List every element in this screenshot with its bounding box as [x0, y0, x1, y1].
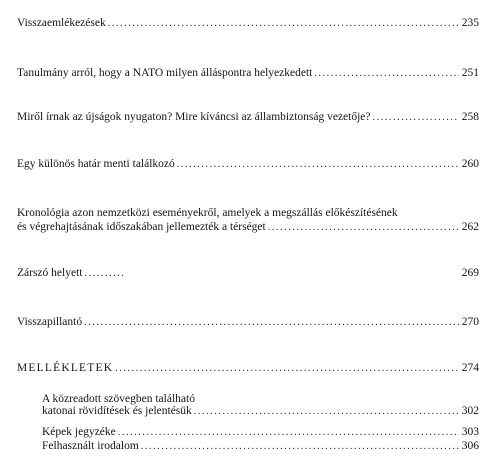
toc-subentry-title: Képek jegyzéke	[42, 426, 116, 438]
toc-page-number: 260	[461, 158, 479, 170]
toc-page-number: 262	[461, 221, 479, 233]
dot-leader	[194, 406, 459, 418]
toc-entry	[17, 16, 479, 31]
toc-entry-title: Visszapillantó	[17, 316, 83, 328]
dot-leader	[84, 316, 459, 330]
toc-page-number: 302	[461, 405, 479, 417]
dot-leader	[314, 67, 458, 81]
dot-leader	[108, 17, 459, 31]
dot-leader	[373, 111, 459, 125]
toc-page-number: 270	[461, 316, 479, 328]
toc-subentry	[42, 440, 479, 453]
toc-subentry-title: Felhasznált irodalom	[42, 440, 139, 452]
toc-entry-title: Visszaemlékezések	[17, 17, 106, 29]
toc-entry	[17, 66, 479, 81]
toc-page-number: 274	[461, 362, 479, 374]
toc-page-number: 269	[461, 267, 479, 279]
toc-entry	[17, 110, 479, 125]
toc-section-heading	[17, 361, 479, 376]
toc-page-number: 258	[461, 111, 479, 123]
toc-subentry	[42, 393, 479, 418]
toc-entry	[17, 315, 479, 330]
toc-subentry	[42, 426, 479, 439]
toc-entry-title: Miről írnak az újságok nyugaton? Mire kíváncsi az állambiztonság vezetője?	[17, 111, 371, 123]
toc-subentry-title-line1: A közreadott szövegben található	[42, 393, 195, 405]
dot-leader	[84, 267, 124, 281]
toc-entry-title: Egy különös határ menti találkozó	[17, 158, 175, 170]
toc-entry-title: MELLÉKLETEK	[17, 362, 114, 374]
dot-leader	[115, 362, 459, 376]
toc-entry	[17, 206, 479, 235]
toc-entry-title: Tanulmány arról, hogy a NATO milyen álláspontra helyezkedett	[17, 67, 313, 79]
toc-page-number: 303	[461, 426, 479, 438]
toc-entry-title-line2: és végrehajtásának időszakában jellemezték a térséget	[17, 221, 266, 233]
dot-leader	[118, 427, 459, 439]
dot-leader	[177, 158, 459, 172]
toc-entry-title: Zárszó helyett	[17, 267, 83, 279]
dot-leader	[268, 221, 459, 235]
dot-leader	[141, 441, 459, 453]
toc-page-number: 306	[461, 440, 479, 452]
toc-entry	[17, 266, 479, 281]
toc-entry	[17, 157, 479, 172]
toc-page-number: 251	[461, 67, 479, 79]
toc-subentry-title-line2: katonai rövidítések és jelentésük	[42, 405, 192, 417]
toc-page-number: 235	[461, 17, 479, 29]
toc-entry-title-line1: Kronológia azon nemzetközi eseményekről, amelyek a megszállás előkészítésének	[17, 207, 398, 219]
